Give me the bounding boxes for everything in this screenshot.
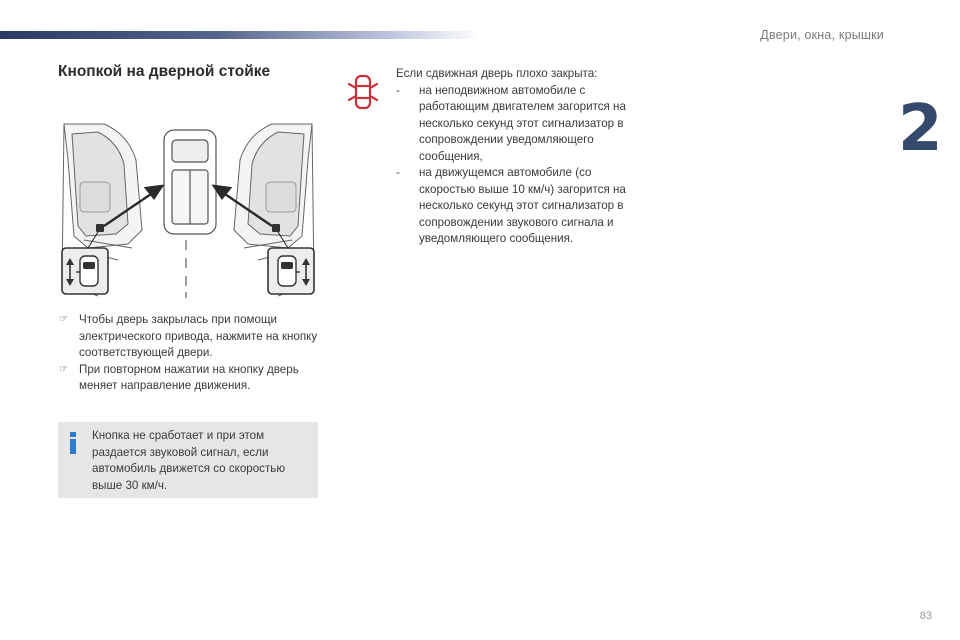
sliding-door-button-icon — [62, 248, 108, 294]
sliding-door-button-icon — [268, 248, 314, 294]
warning-item-text: на движущемся автомобиле (со скоростью выше 10 км/ч) загорится на несколько секунд этот сигнализатор в сопровождении звукового сигнала и уведомляющего сообщения. — [419, 166, 626, 245]
info-text: Кнопка не сработает и при этом раздается звуковой сигнал, если автомобиль движется со скоростью выше 30 км/ч. — [92, 429, 286, 492]
instruction-text: При повторном нажатии на кнопку дверь меняет направление движения. — [79, 362, 299, 392]
warning-text-column — [396, 66, 626, 248]
header-gradient-bar — [0, 31, 480, 39]
door-pillar-illustration — [58, 120, 318, 298]
van-top-view — [164, 130, 216, 234]
list-item: - на движущемся автомобиле (со скоростью выше 10 км/ч) загорится на несколько секунд этот сигнализатор в сопровождении звукового сигнала и уведомляющего сообщения. — [396, 166, 626, 245]
instruction-text: Чтобы дверь закрылась при помощи электрического привода, нажмите на кнопку соответствующей двери. — [79, 313, 318, 359]
instruction-list — [58, 312, 320, 395]
info-box — [58, 422, 318, 498]
warning-intro: Если сдвижная дверь плохо закрыта: — [396, 67, 598, 80]
list-item — [58, 312, 320, 362]
list-item — [58, 362, 320, 395]
right-pillar-button — [272, 224, 280, 232]
list-item: - на неподвижном автомобиле с работающим двигателем загорится на несколько секунд этот сигнализатор в сопровождении уведомляющего сообщения, — [396, 83, 626, 163]
page-number: 83 — [919, 610, 932, 622]
hand-pointer-icon: ☞ — [59, 314, 68, 325]
door-open-warning-icon — [346, 72, 380, 112]
chapter-number: 2 — [898, 92, 943, 166]
chapter-title: Двери, окна, крышки — [760, 28, 884, 42]
info-icon — [69, 432, 77, 454]
left-pillar-button — [96, 224, 104, 232]
warning-item-text: на неподвижном автомобиле с работающим двигателем загорится на несколько секунд этот сигнализатор в сопровождении уведомляющего сообщения, — [419, 83, 626, 163]
hand-pointer-icon: ☞ — [59, 363, 68, 375]
section-title: Кнопкой на дверной стойке — [58, 63, 271, 80]
